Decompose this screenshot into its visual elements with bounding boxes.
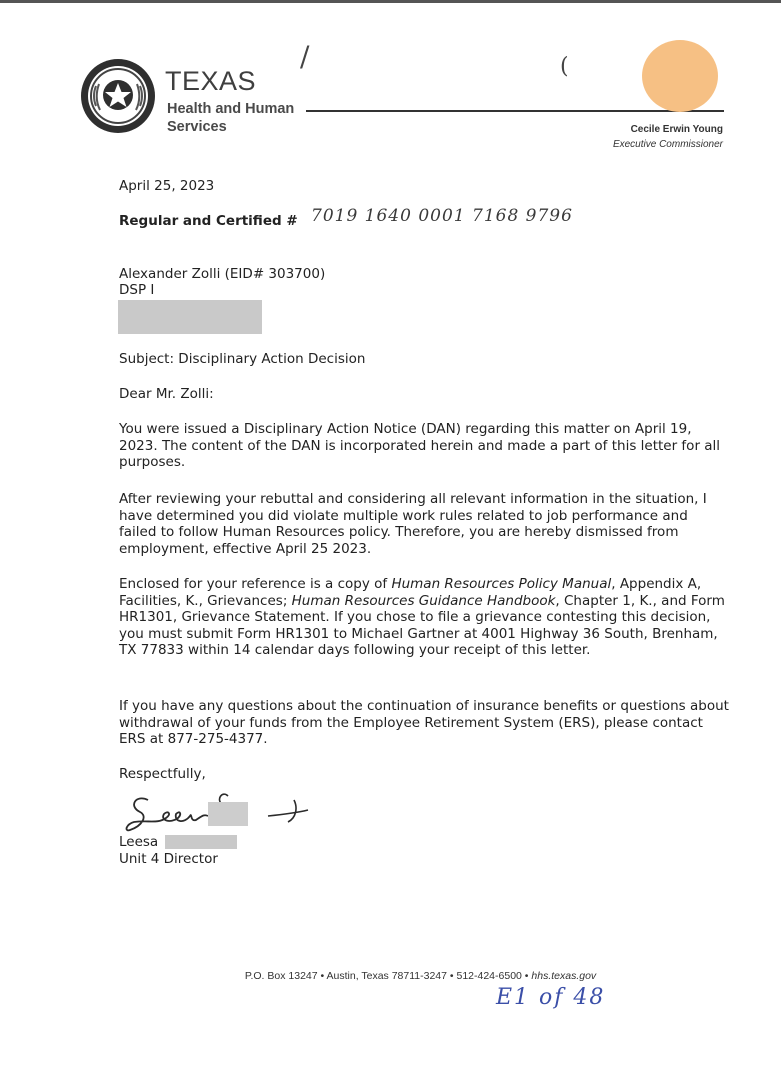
- org-line-1: Health and Human: [167, 101, 295, 117]
- redacted-signer-last-name: [165, 835, 237, 849]
- subject-line: Subject: Disciplinary Action Decision: [119, 351, 366, 367]
- paragraph-insurance: If you have any questions about the continuation of insurance benefits or questions about withdrawal of your funds from the Employee Retirement System (ERS), please contact ERS at 877-275-4377.: [119, 698, 729, 747]
- paragraph-decision: After reviewing your rebuttal and considering all relevant information in the situation, I have determined you did violate multiple work rules related to job performance and failed to follow Human Resources policy. Therefore, you are hereby dismissed from employment, effective April 25 2023.: [119, 491, 707, 557]
- closing: Respectfully,: [119, 766, 206, 782]
- guidance-handbook-title: Human Resources Guidance Handbook: [291, 592, 556, 609]
- paragraph-grievance: [119, 576, 729, 659]
- certified-number-handwritten: 7019 1640 0001 7168 9796: [311, 206, 573, 226]
- footer-address-text: P.O. Box 13247 • Austin, Texas 78711-3247 • 512-424-6500 •: [244, 970, 532, 982]
- scan-top-edge: [0, 0, 781, 3]
- grievance-text: Enclosed for your reference is a copy of: [119, 576, 392, 592]
- letter-date: April 25, 2023: [119, 178, 215, 194]
- recipient-name: Alexander Zolli (EID# 303700): [119, 266, 326, 282]
- paragraph-dan-notice: You were issued a Disciplinary Action Notice (DAN) regarding this matter on April 19, 2023. The content of the DAN is incorporated herein and made a part of this letter for all purposes.: [119, 421, 721, 470]
- grievance-text: , Appendix A, Facilities, K., Grievances;: [119, 576, 702, 609]
- redacted-signature-part: [208, 802, 248, 826]
- redacted-address: [118, 300, 262, 334]
- signer-first-name: Leesa: [119, 834, 159, 850]
- signer-title: Unit 4 Director: [119, 851, 218, 867]
- redacted-photo-blob: [642, 40, 718, 112]
- org-title: TEXAS: [165, 66, 257, 96]
- executive-name: Cecile Erwin Young: [630, 124, 723, 135]
- executive-title: Executive Commissioner: [612, 139, 723, 150]
- org-line-2: Services: [167, 119, 227, 135]
- salutation: Dear Mr. Zolli:: [119, 386, 214, 402]
- recipient-title: DSP I: [119, 282, 155, 298]
- policy-manual-title: Human Resources Policy Manual: [391, 576, 612, 592]
- letterhead-rule: [306, 110, 724, 112]
- footer-website: hhs.texas.gov: [531, 970, 597, 982]
- page-mark-handwritten: E1 of 48: [496, 985, 606, 1010]
- texas-seal-logo: [80, 58, 156, 134]
- footer-address: [0, 970, 781, 982]
- grievance-text: , Chapter 1, K., and Form HR1301, Grievance Statement. If you chose to file a grievance contesting this decision, you must submit Form HR1301 to Michael Gartner at 4001 Highway 36 South, Brenham, TX 77833 within 14 calendar days following your receipt of this letter.: [119, 592, 725, 658]
- pen-mark: (: [560, 54, 569, 79]
- pen-mark: /: [300, 40, 310, 73]
- delivery-label: Regular and Certified #: [119, 213, 298, 229]
